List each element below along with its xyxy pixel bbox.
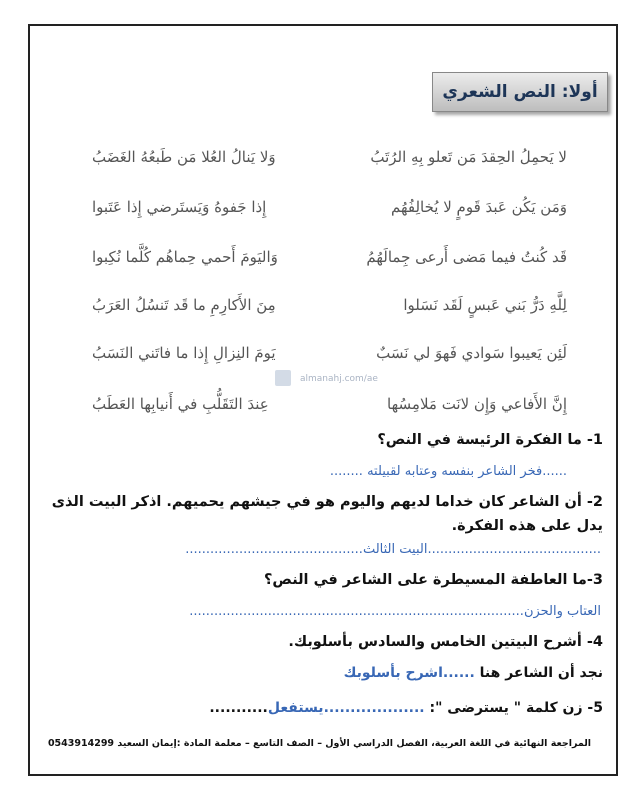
answer-3-text: العتاب والحزن	[523, 604, 601, 619]
verse-6-first-hemistich: إِنَّ الأَفاعي وَإِن لانَت مَلامِسُها	[387, 395, 567, 413]
answer-4-prefix: نجد أن الشاعر هنا	[479, 665, 603, 681]
answer-3	[189, 604, 601, 619]
answer-4	[344, 665, 603, 681]
question-5	[209, 700, 603, 716]
answer-2	[185, 542, 601, 557]
question-2: 2- أن الشاعر كان خداما لديهم واليوم هو في جيشهم يحميهم. اذكر البيت الذى يدل على هذه الفكرة.	[51, 494, 603, 534]
answer-1-dots-left: ........	[329, 464, 363, 479]
watermark-text: almanahj.com/ae	[300, 374, 378, 384]
page-footer: المراجعة النهائية في اللغة العربية، الفصل الدراسي الأول – الصف التاسع – معلمة المادة :إيمان السعيد 0543914299	[47, 738, 592, 749]
verse-2-first-hemistich: وَمَن يَكُن عَبدَ قَومٍ لا يُخالِفُهُم	[390, 198, 567, 216]
answer-2-dots-left: ...........................................	[185, 542, 363, 557]
verse-3-second-hemistich: وَاليَومَ أَحمي حِماهُم كُلَّما نُكِبوا	[92, 248, 278, 266]
answer-1-dots-right: ......	[542, 464, 567, 479]
question-4: 4- أشرح البيتين الخامس والسادس بأسلوبك.	[288, 634, 603, 650]
answer-5-dots-2: ...........	[209, 700, 268, 716]
question-1: 1- ما الفكرة الرئيسة في النص؟	[377, 432, 603, 448]
verse-2-second-hemistich: إِذا جَفوهُ وَيَستَرضي إِذا عَتَبوا	[92, 198, 267, 216]
watermark-logo-icon	[275, 370, 291, 386]
verse-1-first-hemistich: لا يَحمِلُ الحِقدَ مَن تَعلو بِهِ الرُتَبُ	[370, 148, 567, 166]
question-5-text: 5- زن كلمة " يسترضى ":	[429, 700, 603, 716]
verse-4-second-hemistich: مِنَ الأَكارِمِ ما قَد تَنسُلُ العَرَبُ	[92, 296, 276, 314]
answer-5-text: يستفعل	[267, 700, 324, 716]
answer-1-text: فخر الشاعر بنفسه وعتابه لقبيلته	[367, 464, 543, 479]
section-title: أولا: النص الشعري	[432, 72, 608, 112]
answer-1	[330, 464, 567, 479]
answer-2-text: البيت الثالث	[362, 542, 428, 557]
answer-4-dots: ......	[442, 665, 475, 681]
answer-5-dots-1: ...................	[323, 700, 425, 716]
verse-1-second-hemistich: وَلا يَنالُ العُلا مَن طَبعُهُ الغَضَبُ	[92, 148, 276, 166]
answer-3-dots-left: .................................................................................	[189, 604, 524, 619]
verse-5-first-hemistich: لَئِن يَعيبوا سَوادي فَهوَ لي نَسَبٌ	[376, 344, 567, 362]
verse-6-second-hemistich: عِندَ التَقَلُّبِ في أَنيابِها العَطَبُ	[92, 395, 269, 413]
answer-4-text: اشرح بأسلوبك	[343, 665, 443, 681]
verse-5-second-hemistich: يَومَ النِزالِ إِذا ما فاتَني النَسَبُ	[92, 344, 276, 362]
answer-2-dots-right: ..........................................	[427, 542, 601, 557]
verse-4-first-hemistich: لِلَّهِ دَرُّ بَني عَبسٍ لَقَد نَسَلوا	[403, 296, 567, 314]
verse-3-first-hemistich: قَد كُنتُ فيما مَضى أَرعى جِمالَهُمُ	[366, 248, 567, 266]
question-3: 3-ما العاطفة المسيطرة على الشاعر في النص؟	[264, 572, 603, 588]
